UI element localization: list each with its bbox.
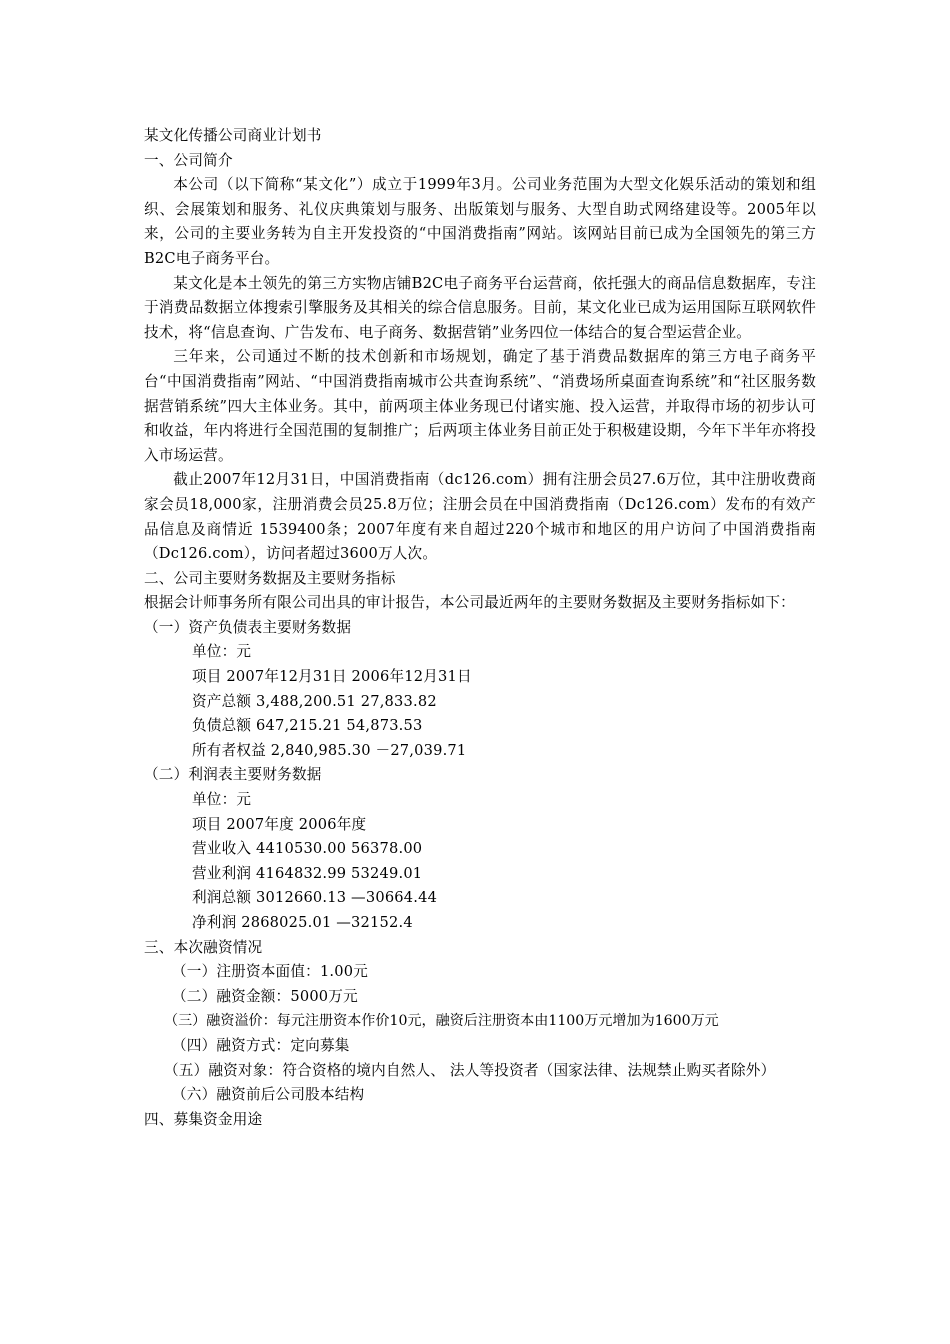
section-2-intro: 根据会计师事务所有限公司出具的审计报告，本公司最近两年的主要财务数据及主要财务指标如下： [144, 594, 795, 612]
section-1-paragraph-3: 三年来，公司通过不断的技术创新和市场规划，确定了基于消费品数据库的第三方电子商务平台“中国消费指南”网站、“中国消费指南城市公共查询系统”、“消费场所桌面查询系统”和“社区服务数据营销系统”四大主体业务。其中，前两项主体业务现已付诸实施、投入运营，并取得市场的初步认可和收益，年内将进行全国范围的复制推广；后两项主体业务目前正处于积极建设期，今年下半年亦将投入市场运营。 [144, 348, 816, 464]
balance-sheet-row: 所有者权益 2,840,985.30 －27,039.71 [192, 741, 467, 759]
income-statement-unit: 单位：元 [192, 791, 252, 809]
income-statement-row: 营业利润 4164832.99 53249.01 [192, 864, 423, 882]
financing-item: （四）融资方式：定向募集 [172, 1036, 350, 1054]
section-1-heading: 一、公司简介 [144, 151, 233, 169]
section-2-heading: 二、公司主要财务数据及主要财务指标 [144, 569, 396, 587]
financing-item: （二）融资金额：5000万元 [172, 987, 358, 1005]
section-1-paragraph-2: 某文化是本土领先的第三方实物店铺B2C电子商务平台运营商，依托强大的商品信息数据库，专注于消费品数据立体搜索引擎服务及其相关的综合信息服务。目前，某文化业已成为运用国际互联网软件技术，将“信息查询、广告发布、电子商务、数据营销”业务四位一体结合的复合型运营企业。 [144, 274, 816, 341]
balance-sheet-unit: 单位：元 [192, 643, 252, 661]
financing-item: （三）融资溢价：每元注册资本作价10元，融资后注册资本由1100万元增加为1600万元 [164, 1013, 719, 1030]
income-statement-row: 利润总额 3012660.13 —30664.44 [192, 889, 438, 907]
document-title: 某文化传播公司商业计划书 [144, 127, 322, 144]
financing-item: （一）注册资本面值：1.00元 [172, 963, 369, 981]
income-statement-heading: （二）利润表主要财务数据 [144, 766, 322, 784]
balance-sheet-row: 负债总额 647,215.21 54,873.53 [192, 717, 423, 735]
section-4-heading: 四、募集资金用途 [144, 1110, 263, 1128]
balance-sheet-row: 资产总额 3,488,200.51 27,833.82 [192, 692, 437, 710]
balance-sheet-heading: （一）资产负债表主要财务数据 [144, 618, 352, 636]
financing-item: （五）融资对象：符合资格的境内自然人、 法人等投资者（国家法律、法规禁止购买者除外） [164, 1061, 776, 1079]
income-statement-row: 营业收入 4410530.00 56378.00 [192, 840, 423, 858]
financing-item: （六）融资前后公司股本结构 [172, 1086, 365, 1104]
balance-sheet-row: 项目 2007年12月31日 2006年12月31日 [192, 668, 472, 686]
section-1-paragraph-4: 截止2007年12月31日，中国消费指南（dc126.com）拥有注册会员27.6万位，其中注册收费商家会员18,000家，注册消费会员25.8万位；注册会员在中国消费指南（Dc126.com）发布的有效产品信息及商情近 1539400条；2007年度有来自超过220个城市和地区的用户访问了中国消费指南（Dc126.com），访问者超过3600万人次。 [144, 471, 816, 563]
document-body [144, 124, 816, 1132]
income-statement-row: 净利润 2868025.01 —32152.4 [192, 914, 413, 931]
section-1-paragraph-1: 本公司（以下简称“某文化”）成立于1999年3月。公司业务范围为大型文化娱乐活动的策划和组织、会展策划和服务、礼仪庆典策划与服务、出版策划与服务、大型自助式网络建设等。2005年以来，公司的主要业务转为自主开发投资的“中国消费指南”网站。该网站目前已成为全国领先的第三方B2C电子商务平台。 [144, 176, 816, 267]
section-3-heading: 三、本次融资情况 [144, 938, 263, 956]
income-statement-row: 项目 2007年度 2006年度 [192, 815, 367, 833]
